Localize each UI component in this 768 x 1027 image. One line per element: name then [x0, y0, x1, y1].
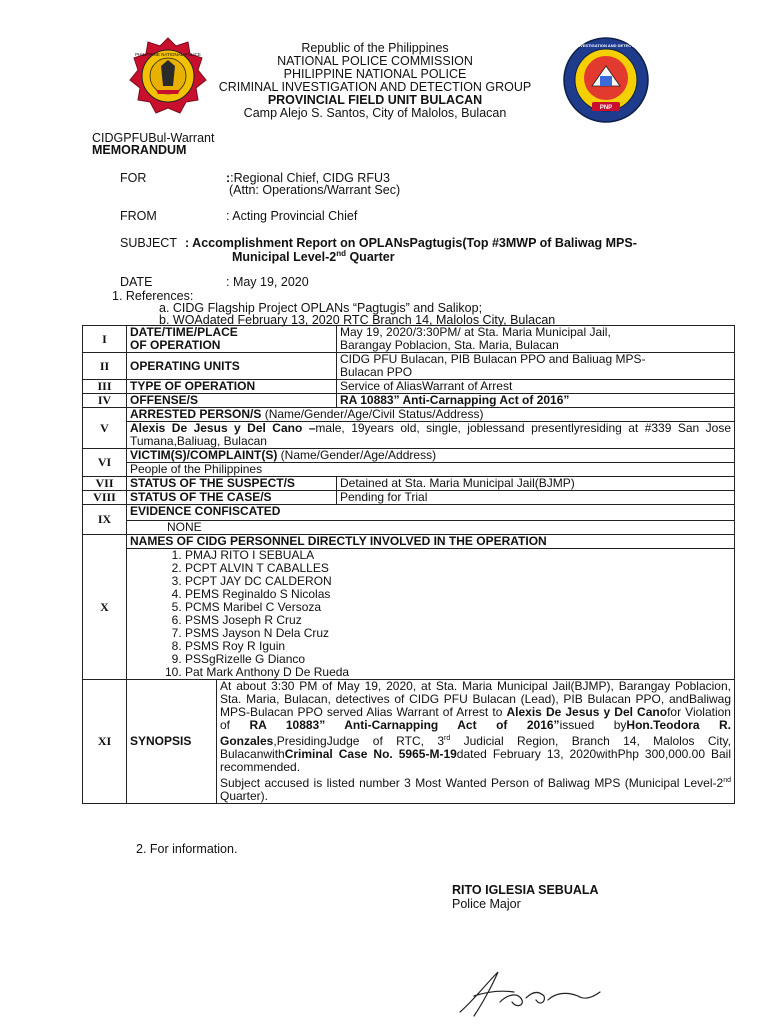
row-value: Detained at Sta. Maria Municipal Jail(BJMP) [337, 477, 735, 491]
for-label: FOR [120, 171, 147, 185]
for-value: ::Regional Chief, CIDG RFU3 [226, 171, 390, 185]
row-label [127, 449, 735, 463]
subject-sup: nd [336, 249, 346, 258]
date-value: : May 19, 2020 [226, 275, 309, 289]
synopsis-sup: nd [723, 777, 731, 784]
for-attn: (Attn: Operations/Warrant Sec) [229, 183, 401, 197]
references-title: 1. References: [112, 289, 194, 303]
synopsis-text [217, 680, 735, 804]
row-label-normal: (Name/Gender/Age/Address) [280, 448, 437, 462]
subject-level: Municipal Level-2 [232, 250, 337, 265]
synopsis-offense: RA 10883” Anti-Carnapping Act of 2016” [249, 718, 560, 732]
table-row [83, 353, 735, 380]
for-value-text: :Regional Chief, CIDG RFU3 [230, 171, 390, 185]
header-cidg: CRIMINAL INVESTIGATION AND DETECTION GROUP [218, 80, 532, 94]
references [112, 290, 555, 326]
list-item: 4. PEMS Reginaldo S Nicolas [185, 588, 731, 601]
row-value-line: May 19, 2020/3:30PM/ at Sta. Maria Municipal Jail, [340, 325, 611, 339]
synopsis-part: for Violation of [220, 705, 731, 732]
table-row [83, 549, 735, 680]
subject-line2 [232, 249, 395, 264]
table-row [83, 394, 735, 408]
row-value: Service of AliasWarrant of Arrest [337, 380, 735, 394]
row-number: VII [83, 477, 127, 491]
table-row [83, 505, 735, 521]
from-value: : Acting Provincial Chief [226, 209, 358, 223]
table-row [83, 449, 735, 463]
row-label-line: OF OPERATION [130, 338, 221, 352]
row-label-bold: VICTIM(S)/COMPLAINT(S) [130, 448, 281, 462]
operation-report-table [82, 325, 735, 804]
row-number: V [83, 408, 127, 449]
row-label: OFFENSE/S [127, 394, 337, 408]
table-row [83, 422, 735, 449]
table-row [83, 491, 735, 505]
row-number: III [83, 380, 127, 394]
row-value: Pending for Trial [337, 491, 735, 505]
reference-a: a. CIDG Flagship Project OPLANs “Pagtugis” and Salikop; [159, 301, 483, 315]
header-address: Camp Alejo S. Santos, City of Malolos, Bulacan [243, 106, 507, 120]
synopsis-judge: Hon.Teodora R. Gonzales [220, 718, 731, 748]
list-item: 1. PMAJ RITO I SEBUALA [185, 549, 731, 562]
row-value: RA 10883” Anti-Carnapping Act of 2016” [337, 394, 735, 408]
row-value-line: Barangay Poblacion, Sta. Maria, Bulacan [340, 338, 559, 352]
synopsis-part: Judicial Region, Branch 14, Malolos City, Bulacanwith [220, 734, 731, 761]
row-number: VIII [83, 491, 127, 505]
row-number: IV [83, 394, 127, 408]
from-label: FROM [120, 209, 157, 223]
table-row [83, 463, 735, 477]
arrested-name: Alexis De Jesus y Del Cano – [130, 421, 316, 435]
row-value-line: CIDG PFU Bulacan, PIB Bulacan PPO and Baliuag MPS- [340, 352, 646, 366]
row-value: NONE [127, 521, 735, 535]
signatory-rank: Police Major [452, 897, 521, 911]
left-seal-text: PHILIPPINE NATIONAL POLICE [135, 52, 201, 57]
row-value-line: Bulacan PPO [340, 365, 413, 379]
table-row [83, 380, 735, 394]
row-label [127, 326, 337, 353]
row-number: X [83, 535, 127, 680]
table-row [83, 680, 735, 804]
list-item: 7. PSMS Jayson N Dela Cruz [185, 627, 731, 640]
table-row [83, 477, 735, 491]
for-information: 2. For information. [136, 842, 238, 856]
synopsis-part: Quarter). [220, 789, 269, 803]
list-item: 5. PCMS Maribel C Versoza [185, 601, 731, 614]
header-pnp: PHILIPPINE NATIONAL POLICE [283, 67, 467, 81]
personnel-list-cell [127, 549, 735, 680]
row-value: People of the Philippines [127, 463, 735, 477]
row-label-bold: ARRESTED PERSON/S [130, 407, 265, 421]
row-number: IX [83, 505, 127, 535]
list-item: 2. PCPT ALVIN T CABALLES [185, 562, 731, 575]
table-row [83, 326, 735, 353]
row-value [337, 353, 735, 380]
list-item: 3. PCPT JAY DC CALDERON [185, 575, 731, 588]
header-republic: Republic of the Philippines [301, 41, 449, 55]
row-label-line: DATE/TIME/PLACE [130, 325, 238, 339]
synopsis-part: Subject accused is listed number 3 Most Wanted Person of Baliwag MPS (Municipal Level-2 [220, 776, 724, 790]
memo-ref-code: CIDGPFUBul-Warrant [92, 131, 215, 145]
subject-quarter: Quarter [345, 250, 395, 265]
synopsis-part: ,PresidingJudge of RTC, 3 [273, 734, 444, 748]
reference-b: b. WOAdated February 13, 2020 RTC Branch 14, Malolos City, Bulacan [159, 313, 556, 327]
row-label: EVIDENCE CONFISCATED [127, 505, 735, 521]
row-number: XI [83, 680, 127, 804]
row-number: I [83, 326, 127, 353]
row-label: OPERATING UNITS [127, 353, 337, 380]
table-row [83, 408, 735, 422]
row-label: NAMES OF CIDG PERSONNEL DIRECTLY INVOLVED IN THE OPERATION [127, 535, 735, 549]
row-label: TYPE OF OPERATION [127, 380, 337, 394]
synopsis-part: At about 3:30 PM of May 19, 2020, at Sta. Maria Municipal Jail(BJMP), Barangay Poblacion, Sta. Maria, Bulacan, detectives of CIDG PFU Bulacan (Lead), PIB Bulacan PPO, andBaliwag MPS-Bulacan PPO served Alias Warrant of Arrest to [220, 679, 731, 719]
row-number: VI [83, 449, 127, 477]
list-item: 8. PSMS Roy R Iguin [185, 640, 731, 653]
header-napolcom: NATIONAL POLICE COMMISSION [277, 54, 473, 68]
row-number: II [83, 353, 127, 380]
right-seal-badge: PNP [599, 105, 613, 111]
list-item: 6. PSMS Joseph R Cruz [185, 614, 731, 627]
arrested-details: male, 19years old, single, joblessand presentlyresiding at #339 San Jose Tumana,Baliuag, Bulacan [130, 421, 731, 448]
row-label: STATUS OF THE SUSPECT/S [127, 477, 337, 491]
date-label: DATE [120, 275, 153, 289]
signatory-name: RITO IGLESIA SEBUALA [452, 883, 599, 897]
synopsis-part: dated February 13, 2020withPhp 300,000.00 Bail recommended. [220, 747, 731, 774]
synopsis-case-number: Criminal Case No. 5965-M-19 [284, 747, 457, 761]
row-value [337, 326, 735, 353]
row-label: STATUS OF THE CASE/S [127, 491, 337, 505]
synopsis-sup: rd [444, 735, 451, 742]
row-label-normal: (Name/Gender/Age/Civil Status/Address) [264, 407, 484, 421]
synopsis-part: issued by [559, 718, 627, 732]
handwritten-signature [452, 962, 612, 1022]
list-item: 10. Pat Mark Anthony D De Rueda [185, 666, 731, 679]
arrested-person-detail [127, 422, 735, 449]
header-unit: PROVINCIAL FIELD UNIT BULACAN [267, 93, 483, 107]
memo-type: MEMORANDUM [92, 143, 187, 157]
synopsis-accused: Alexis De Jesus y Del Cano [506, 705, 668, 719]
table-row [83, 535, 735, 549]
subject-label: SUBJECT [120, 236, 177, 250]
table-row [83, 521, 735, 535]
personnel-list [130, 549, 731, 679]
list-item: 9. PSSgRizelle G Dianco [185, 653, 731, 666]
subject-line1: : Accomplishment Report on OPLANsPagtugis(Top #3MWP of Baliwag MPS- [185, 236, 637, 250]
right-seal-text: CRIMINAL INVESTIGATION AND DETECTION GROUP [555, 43, 657, 48]
row-label: SYNOPSIS [127, 680, 217, 804]
row-label [127, 408, 735, 422]
